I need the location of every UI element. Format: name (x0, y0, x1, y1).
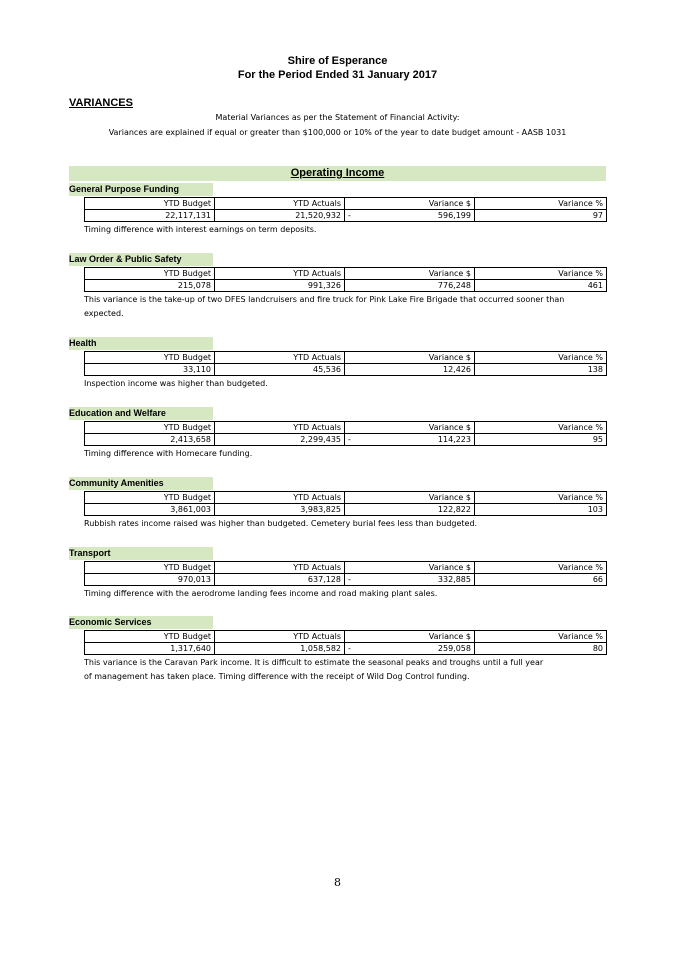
section-title: Economic Services (69, 617, 152, 627)
section-comment (84, 293, 594, 321)
header-ytd-budget: YTD Budget (85, 422, 215, 434)
section-title: Transport (69, 548, 111, 558)
header-variance-amount: Variance $ (345, 198, 475, 210)
section-community-amenities (69, 477, 609, 547)
variance-sign: - (348, 211, 351, 220)
ytd-budget-value: 33,110 (85, 364, 215, 376)
section-comment (84, 587, 594, 601)
header-variance-pct: Variance % (475, 352, 607, 364)
header-ytd-actuals: YTD Actuals (215, 631, 345, 643)
section-title: General Purpose Funding (69, 184, 180, 194)
comment-line: Timing difference with Homecare funding. (84, 449, 253, 458)
table-header-row (85, 562, 607, 574)
comment-line: Inspection income was higher than budgeted. (84, 379, 268, 388)
note-line-1: Material Variances as per the Statement of Financial Activity: (215, 113, 460, 122)
variance-amount-cell (345, 210, 475, 222)
ytd-actuals-value: 637,128 (215, 574, 345, 586)
section-economic-services (69, 616, 609, 686)
variance-amount-cell (345, 434, 475, 446)
comment-line: of management has taken place. Timing difference with the receipt of Wild Dog Control funding. (84, 672, 470, 681)
operating-income-title: Operating Income (290, 167, 385, 179)
ytd-budget-value: 22,117,131 (85, 210, 215, 222)
variance-pct-value: 66 (475, 574, 607, 586)
variance-pct-value: 103 (475, 504, 607, 516)
ytd-actuals-value: 1,058,582 (215, 643, 345, 655)
header-ytd-actuals: YTD Actuals (215, 422, 345, 434)
ytd-actuals-value: 2,299,435 (215, 434, 345, 446)
comment-line: Rubbish rates income raised was higher than budgeted. Cemetery burial fees less than budgeted. (84, 519, 478, 528)
variances-heading: VARIANCES (69, 97, 133, 109)
ytd-budget-value: 1,317,640 (85, 643, 215, 655)
variance-table (84, 267, 607, 292)
header-ytd-budget: YTD Budget (85, 268, 215, 280)
variance-pct-value: 138 (475, 364, 607, 376)
section-title: Education and Welfare (69, 408, 166, 418)
ytd-actuals-value: 45,536 (215, 364, 345, 376)
document-title: Shire of Esperance (287, 55, 388, 67)
table-row (85, 280, 607, 292)
comment-line: This variance is the Caravan Park income. It is difficult to estimate the seasonal peaks and troughs until a full year (84, 658, 544, 667)
header-variance-amount: Variance $ (345, 268, 475, 280)
variance-amount-value: 114,223 (437, 435, 471, 444)
table-header-row (85, 198, 607, 210)
header-ytd-budget: YTD Budget (85, 631, 215, 643)
variance-amount-cell (345, 364, 475, 376)
header-ytd-actuals: YTD Actuals (215, 492, 345, 504)
ytd-actuals-value: 3,983,825 (215, 504, 345, 516)
variance-table (84, 421, 607, 446)
table-header-row (85, 492, 607, 504)
header-variance-amount: Variance $ (345, 631, 475, 643)
section-comment (84, 223, 594, 237)
header-variance-amount: Variance $ (345, 562, 475, 574)
table-row (85, 364, 607, 376)
page-number: 8 (334, 876, 341, 889)
section-law-order-public-safety (69, 253, 609, 323)
header-variance-amount: Variance $ (345, 492, 475, 504)
section-health (69, 337, 609, 407)
section-comment (84, 517, 594, 531)
table-header-row (85, 268, 607, 280)
header-variance-pct: Variance % (475, 631, 607, 643)
table-header-row (85, 631, 607, 643)
section-general-purpose-funding (69, 183, 609, 253)
comment-line: Timing difference with the aerodrome landing fees income and road making plant sales. (84, 589, 438, 598)
variance-amount-value: 776,248 (437, 281, 471, 290)
variance-amount-cell (345, 504, 475, 516)
variance-pct-value: 97 (475, 210, 607, 222)
ytd-actuals-value: 991,326 (215, 280, 345, 292)
table-row (85, 574, 607, 586)
ytd-budget-value: 2,413,658 (85, 434, 215, 446)
header-ytd-actuals: YTD Actuals (215, 562, 345, 574)
variance-table (84, 561, 607, 586)
table-row (85, 210, 607, 222)
ytd-budget-value: 970,013 (85, 574, 215, 586)
variance-amount-value: 596,199 (437, 211, 471, 220)
section-title: Health (69, 338, 97, 348)
table-header-row (85, 422, 607, 434)
comment-line: Timing difference with interest earnings on term deposits. (84, 225, 317, 234)
variance-sign: - (348, 435, 351, 444)
variance-amount-value: 12,426 (443, 365, 471, 374)
header-ytd-budget: YTD Budget (85, 562, 215, 574)
variance-table (84, 491, 607, 516)
variance-amount-cell (345, 280, 475, 292)
comment-line: expected. (84, 309, 124, 318)
ytd-actuals-value: 21,520,932 (215, 210, 345, 222)
variance-pct-value: 80 (475, 643, 607, 655)
variance-amount-value: 332,885 (437, 575, 471, 584)
ytd-budget-value: 3,861,003 (85, 504, 215, 516)
comment-line: This variance is the take-up of two DFES landcruisers and fire truck for Pink Lake Fire Brigade that occurred sooner than (84, 295, 565, 304)
section-comment (84, 377, 594, 391)
variance-amount-cell (345, 574, 475, 586)
header-variance-pct: Variance % (475, 562, 607, 574)
variance-amount-value: 259,058 (437, 644, 471, 653)
variance-amount-cell (345, 643, 475, 655)
note-line-2: Variances are explained if equal or greater than $100,000 or 10% of the year to date budget amount - AASB 1031 (108, 128, 567, 137)
variance-sign: - (348, 575, 351, 584)
header-ytd-actuals: YTD Actuals (215, 198, 345, 210)
header-variance-pct: Variance % (475, 198, 607, 210)
table-row (85, 434, 607, 446)
header-variance-pct: Variance % (475, 422, 607, 434)
variance-table (84, 351, 607, 376)
section-title: Community Amenities (69, 478, 164, 488)
header-variance-pct: Variance % (475, 268, 607, 280)
header-variance-amount: Variance $ (345, 352, 475, 364)
header-ytd-budget: YTD Budget (85, 492, 215, 504)
section-title: Law Order & Public Safety (69, 254, 182, 264)
section-education-and-welfare (69, 407, 609, 477)
header-ytd-budget: YTD Budget (85, 198, 215, 210)
document-subtitle: For the Period Ended 31 January 2017 (237, 69, 438, 81)
table-row (85, 643, 607, 655)
table-header-row (85, 352, 607, 364)
section-comment (84, 656, 594, 684)
variance-table (84, 630, 607, 655)
variance-table (84, 197, 607, 222)
section-comment (84, 447, 594, 461)
header-ytd-budget: YTD Budget (85, 352, 215, 364)
header-variance-amount: Variance $ (345, 422, 475, 434)
variance-pct-value: 95 (475, 434, 607, 446)
ytd-budget-value: 215,078 (85, 280, 215, 292)
header-ytd-actuals: YTD Actuals (215, 268, 345, 280)
table-row (85, 504, 607, 516)
header-ytd-actuals: YTD Actuals (215, 352, 345, 364)
header-variance-pct: Variance % (475, 492, 607, 504)
variance-amount-value: 122,822 (437, 505, 471, 514)
variance-pct-value: 461 (475, 280, 607, 292)
section-transport (69, 547, 609, 617)
variance-sign: - (348, 644, 351, 653)
